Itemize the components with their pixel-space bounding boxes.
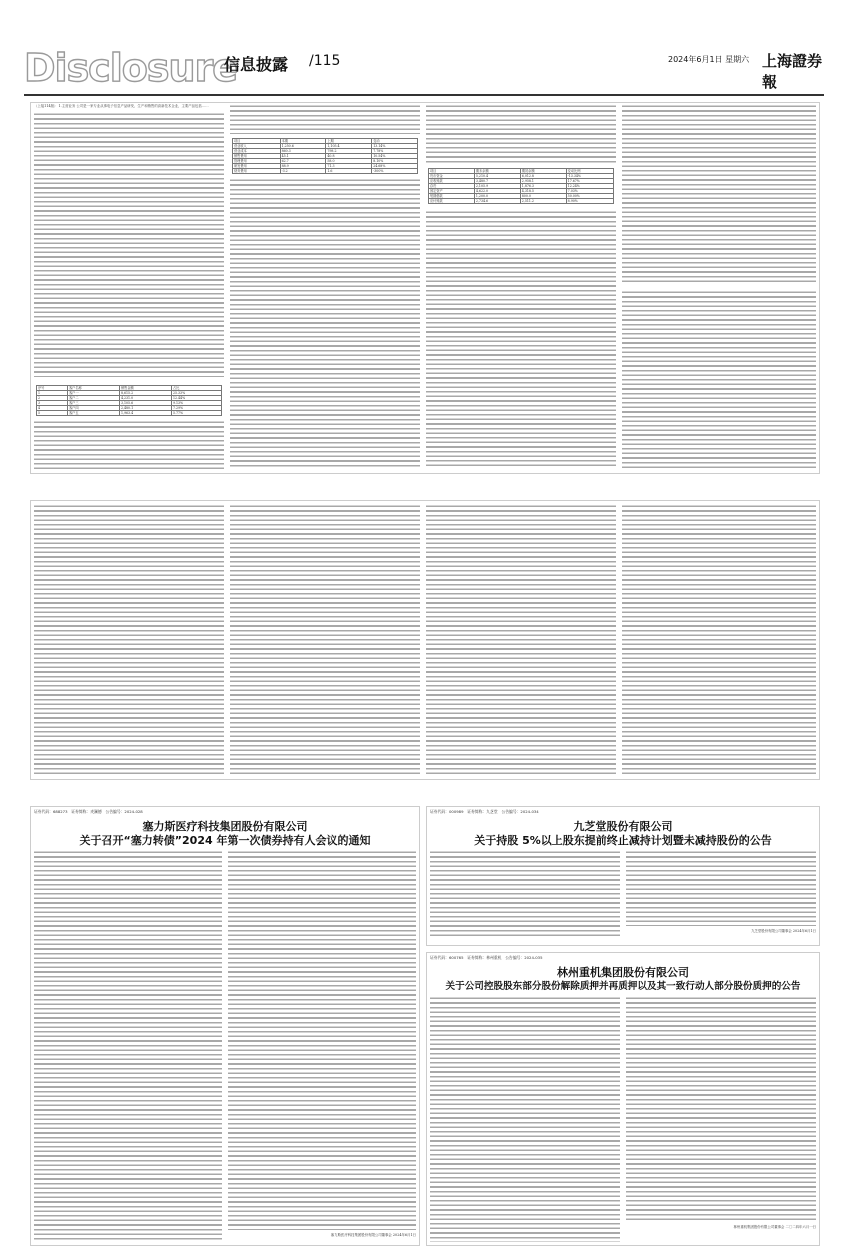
table-cell: 8,615.2 [119, 391, 171, 396]
table-cell: 800.0 [520, 194, 566, 199]
table-cell: 3,480.7 [474, 179, 520, 184]
table-cell: 项目 [233, 139, 281, 144]
page-number: /115 [309, 53, 341, 69]
table-cell: 营业收入 [233, 144, 281, 149]
signature-text: 九芝堂股份有限公司董事会 [751, 929, 792, 933]
top-right-table [428, 168, 614, 204]
table-cell: 固定资产 [429, 189, 475, 194]
table-cell: 4 [37, 406, 68, 411]
notice-code-line: 证券代码：688273 证券简称：麦澜德 公告编号：2024-028 [34, 809, 143, 814]
table-cell: 12.24% [566, 184, 613, 189]
table-cell: 62.7 [280, 159, 326, 164]
table-cell: 4,622.0 [474, 189, 520, 194]
table-cell: 变动 [372, 139, 418, 144]
text-column [426, 504, 616, 776]
notice-company: 林州重机集团股份有限公司 [557, 966, 689, 979]
table-cell: 798.2 [326, 149, 372, 154]
notice-signature [228, 1232, 416, 1237]
text-column [622, 504, 816, 776]
table-cell: 7.29% [171, 406, 221, 411]
table-cell: 7.78% [372, 149, 418, 154]
table-cell: 13.14% [372, 144, 418, 149]
table-cell: 占比 [171, 386, 221, 391]
text-column [230, 104, 420, 134]
text-column [626, 996, 816, 1220]
table-cell: 71.3 [326, 164, 372, 169]
section-title-en: Disclosure [24, 46, 238, 90]
text-column [426, 104, 616, 164]
table-cell: 10.54% [372, 154, 418, 159]
top-left-intro: （上接114版） 1.主营业务 公司是一家专业从事电子信息产品研发、生产和销售的高新技术企业，主要产品包括…… [34, 104, 209, 108]
table-cell: -13.34% [566, 174, 613, 179]
table-cell: 4,231.0 [119, 396, 171, 401]
table-cell: 1,105.4 [326, 144, 372, 149]
table-cell: 4,318.5 [520, 189, 566, 194]
table-cell: 1.6 [326, 169, 372, 174]
table-cell: 期末余额 [474, 169, 520, 174]
table-cell: 2,480.1 [119, 406, 171, 411]
notice-code-line: 证券代码：600765 证券简称：林州重机 公告编号：2024-035 [430, 955, 543, 960]
text-column [230, 504, 420, 776]
table-cell: 24.68% [372, 164, 418, 169]
table-cell: 1,876.3 [520, 184, 566, 189]
text-column [430, 996, 620, 1242]
table-cell: 应付账款 [429, 199, 475, 204]
table-cell: -300% [372, 169, 418, 174]
header-rule [24, 94, 824, 96]
notice-code-line: 证券代码：000989 证券简称：九芝堂 公告编号：2024-034 [430, 809, 539, 814]
table-cell: 1,963.4 [119, 411, 171, 416]
text-column [228, 850, 416, 1230]
table-cell: 17.67% [566, 179, 613, 184]
table-cell: 50.00% [566, 194, 613, 199]
issue-date: 2024年6月1日 星期六 [668, 55, 750, 64]
table-cell: 860.3 [280, 149, 326, 154]
signature-date: 2024年6月1日 [792, 929, 816, 933]
table-cell: 短期借款 [429, 194, 475, 199]
table-cell: 2,105.9 [474, 184, 520, 189]
table-cell: 1,250.6 [280, 144, 326, 149]
table-cell: 本期 [280, 139, 326, 144]
notice-signature [626, 1224, 816, 1229]
newspaper-logo: 上海證券報 [762, 52, 823, 91]
table-cell: 2,958.1 [520, 179, 566, 184]
text-column [626, 850, 816, 926]
table-cell: 6,012.8 [520, 174, 566, 179]
table-cell: -3.2 [280, 169, 326, 174]
table-cell: 8.90% [566, 199, 613, 204]
table-cell: 2,511.2 [520, 199, 566, 204]
text-column [230, 178, 420, 468]
text-column [34, 504, 224, 776]
table-cell: 客户五 [67, 411, 119, 416]
table-cell: 8.10% [372, 159, 418, 164]
table-cell: 客户二 [67, 396, 119, 401]
top-mid-table [232, 138, 418, 174]
notice-title: 关于召开“塞力转债”2024 年第一次债券持有人会议的通知 [79, 834, 371, 847]
table-cell: 3,105.6 [119, 401, 171, 406]
table-cell: 1,200.0 [474, 194, 520, 199]
table-cell: 45.1 [280, 154, 326, 159]
text-column [426, 210, 616, 468]
table-cell: 40.8 [326, 154, 372, 159]
text-column [34, 112, 224, 377]
top-left-table [36, 385, 222, 416]
table-cell: 存货 [429, 184, 475, 189]
table-cell: 9.13% [171, 401, 221, 406]
text-column [622, 290, 816, 468]
table-cell: 销售费用 [233, 154, 281, 159]
notice-company: 塞力斯医疗科技集团股份有限公司 [142, 820, 308, 833]
table-cell: 序号 [37, 386, 68, 391]
notice-title: 关于持股 5%以上股东提前终止减持计划暨未减持股份的公告 [474, 834, 772, 847]
masthead [24, 40, 824, 92]
table-cell: 项目 [429, 169, 475, 174]
table-cell: 财务费用 [233, 169, 281, 174]
section-title-cn: 信息披露 [224, 55, 289, 74]
table-cell: 88.9 [280, 164, 326, 169]
signature-text: 塞力斯医疗科技集团股份有限公司董事会 [330, 1233, 392, 1237]
table-cell: 客户三 [67, 401, 119, 406]
table-cell: 研发费用 [233, 164, 281, 169]
table-cell: 客户名称 [67, 386, 119, 391]
table-cell: 销售金额 [119, 386, 171, 391]
table-cell: 变动比例 [566, 169, 613, 174]
table-cell: 3 [37, 401, 68, 406]
table-cell: 5,210.4 [474, 174, 520, 179]
text-column [430, 850, 620, 936]
table-cell: 客户四 [67, 406, 119, 411]
notice-signature [626, 928, 816, 933]
table-cell: 客户一 [67, 391, 119, 396]
table-cell: 2,734.6 [474, 199, 520, 204]
table-row [429, 199, 614, 204]
text-column [34, 420, 224, 470]
table-cell: 管理费用 [233, 159, 281, 164]
text-column [34, 850, 222, 1242]
table-cell: 12.44% [171, 396, 221, 401]
table-cell: 25.33% [171, 391, 221, 396]
signature-date: 2024年6月1日 [392, 1233, 416, 1237]
table-cell: 5.77% [171, 411, 221, 416]
notice-title: 关于公司控股股东部分股份解除质押并再质押以及其一致行动人部分股份质押的公告 [445, 981, 801, 992]
text-column [622, 104, 816, 284]
table-cell: 1 [37, 391, 68, 396]
table-cell: 58.0 [326, 159, 372, 164]
table-cell: 上期 [326, 139, 372, 144]
signature-date: 二〇二四年六月一日 [785, 1225, 816, 1229]
signature-text: 林州重机集团股份有限公司董事会 [733, 1225, 785, 1229]
table-cell: 货币资金 [429, 174, 475, 179]
table-row [233, 169, 418, 174]
table-cell: 期初余额 [520, 169, 566, 174]
table-cell: 营业成本 [233, 149, 281, 154]
table-cell: 应收账款 [429, 179, 475, 184]
notice-company: 九芝堂股份有限公司 [573, 820, 673, 833]
table-row [37, 411, 222, 416]
table-cell: 7.03% [566, 189, 613, 194]
table-cell: 5 [37, 411, 68, 416]
table-cell: 2 [37, 396, 68, 401]
